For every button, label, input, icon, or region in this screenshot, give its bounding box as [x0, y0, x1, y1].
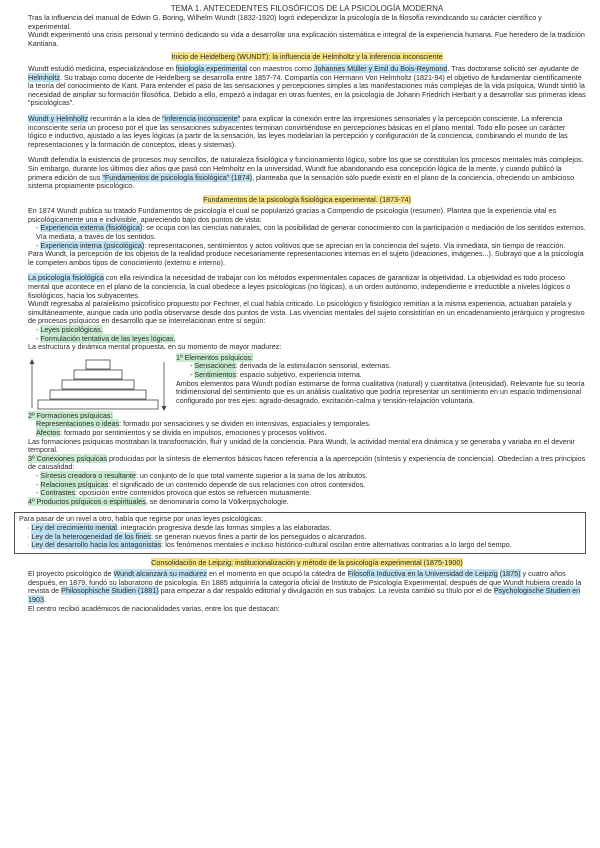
highlight-wundt-helmholtz: Wundt y Helmholtz: [28, 113, 89, 123]
list-item: - Sensaciones: derivada de la estimulación sensorial, externas.: [190, 361, 391, 371]
elementos-paragraph: Ambos elementos para Wundt podían estimarse de forma cualitativa (natural) y cuantitativa (intensidad). Relevante fue su teoría tridimensional del sentimiento que es un análisis cualitativo que podría representar un sentimiento en un espacio tridimensional configurado por tres ejes: agrado-desagrado, excitación-calma y tensión-relajación voluntaria.: [176, 378, 585, 405]
leipzig-paragraph-2: El centro recibió académicos de nacionalidades varias, entre los que destacan:: [28, 603, 280, 613]
fundamentos-paragraph-5: La estructura y dinámica mental propuesta, en su momento de mayor madurez:: [28, 342, 282, 352]
section-leipzig-title: Consolidación de Leipzig: institucionalización y método de la psicología experimental (1875-1900): [151, 557, 463, 567]
pyramid-level-1: [38, 400, 158, 409]
page-title: TEMA 1. ANTECEDENTES FILOSÓFICOS DE LA PSICOLOGÍA MODERNA: [170, 4, 444, 13]
laws-list: [28, 326, 586, 343]
section-fundamentos-heading: [28, 196, 586, 205]
section-heidelberg-title: Inicio de Heidelberg (WUNDT): la influencia de Helmholtz y la inferencia inconsciente: [171, 52, 443, 62]
structure-block: [28, 354, 586, 412]
conexiones-paragraph: 3º Conexiones psíquicas producidas por la síntesis de elementos básicos hacen referencia a la apercepción (síntesis y experiencia de conciencia). Obedecían a tres principios de causalidad:: [28, 453, 586, 472]
highlight-afectos: Afectos: [36, 427, 60, 437]
fundamentos-paragraph-1: En 1874 Wundt publica su tratado Fundamentos de psicología el cual se popularizó gracias a Compendio de psicología (resumen). Plantea que la experiencia vital es psicológicamente una e indivisible, apareciendo bajo dos puntos de vista:: [28, 206, 557, 224]
laws-box-intro: Para pasar de un nivel a otro, había que regirse por unas leyes psicológicas:: [19, 514, 264, 524]
list-item: - Leyes psicológicas.: [36, 325, 103, 334]
pyramid-level-2: [50, 390, 146, 399]
highlight-exp-externa: Experiencia externa (fisiológica): [40, 223, 143, 233]
section-fundamentos-title: Fundamentos de la psicología fisiológica experimental. (1873-74): [203, 194, 411, 204]
section-leipzig-heading: [28, 559, 586, 568]
highlight-sensaciones: Sensaciones: [194, 361, 236, 371]
heidelberg-paragraph-1: Wundt estudió medicina, especializándose en fisiología experimental con maestros como Johannes Müller y Emil du Bois-Reymond. Tras doctorarse solicitó ser ayudante de Helmholtz. Su trabajo como docente de Heidelberg se desarrolla entre 1857-74. Compartía con Hermann Von Helmholtz (1821-94) el objetivo de fundamentar científicamente la teoría del conocimiento de Kant. Para entender el paso de las sensaciones y percepciones simples a las manifestaciones más complejas de la vida psíquica, Wundt sintió la necesidad de ampliar su formación filosófica. Debido a ello, empezó a indagar en otras fuentes, en la psicología de Johann Friedrich Herbart y a desarrollar sus primeras ideas "psicológicas".: [28, 63, 586, 108]
heidelberg-paragraph-3: Wundt defendía la existencia de procesos muy sencillos, de naturaleza fisiológica y funcionamiento lógico, sobre los que se constituían los procesos mentales más complejos. Sin embargo, durante los últimos diez años que pasó con Helmholtz en la universidad, Wundt fue abandonando esa concepción lógica de la mente, y cuando publicó la primera edición de sus "Fundamentos de psicología fisiológica" (1874), planteaba que la sensación sólo puede existir en el plano de la conciencia, ofreciendo un ambicioso sistema propiamente psicológico.: [28, 155, 584, 191]
highlight-leyes-psicologicas: Leyes psicológicas.: [40, 325, 103, 334]
highlight-exp-interna: Experiencia interna (psicológica): [40, 240, 145, 250]
highlight-philosophische: Philosophische Studien (1881): [61, 586, 159, 596]
highlight-fundamentos: "Fundamentos de psicología fisiológica" (1874): [102, 172, 253, 182]
section-heidelberg-heading: [28, 53, 586, 62]
pyramid-diagram: [28, 354, 168, 412]
pyramid-level-5: [86, 360, 110, 369]
highlight-helmholtz: Helmholtz: [28, 72, 60, 82]
highlight-formaciones: 2º Formaciones psíquicas:: [28, 410, 113, 420]
experience-list: [28, 224, 586, 250]
highlight-representaciones: Representaciones o ideas: [36, 419, 120, 429]
highlight-relaciones: Relaciones psíquicas: [40, 479, 109, 489]
fundamentos-paragraph-2: Para Wundt, la percepción de los objetos de la realidad produce necesariamente representaciones internas en el sujeto (ideaciones, imágenes...). Subrayó que a la psicología le competen ambos tipos de conocimiento (externo e interno).: [28, 249, 584, 267]
leipzig-paragraph-1: El proyecto psicológico de Wundt alcanzará su madurez en el momento en que ocupó la cátedra de Filosofía Inductiva en la Universidad de Leipzig (1875) y cuatro años después, en 1879, fundó su laboratorio de psicología. En 1885 adquiriría la categoría oficial de Instituto de Psicología Experimental, después de que Wundt hubiera creado la revista de Philosophische Studien (1881) para empezar a dar respaldo editorial y divulgación en sus trabajos. La revista cambió su título por el de Psychologische Studien en 1903.: [28, 569, 582, 605]
list-item: · Ley del crecimiento mental: integración progresiva desde las formas simples a las elaboradas.: [27, 522, 332, 532]
highlight-productos: 4º Productos psíquicos o espirituales: [28, 496, 146, 506]
pyramid-level-3: [62, 380, 134, 389]
highlight-ley-heterogeneidad: Ley de la heterogeneidad de los fines: [31, 531, 151, 541]
list-item: Afectos: formado por sentimientos y se divida en impulsos, emociones y procesos volitivos.: [36, 427, 327, 437]
highlight-muller: Johannes Müller y Emil du Bois-Reymond: [313, 63, 448, 73]
highlight-madurez: Wundt alcanzará su madurez: [113, 569, 207, 579]
highlight-psicologia-fisiologica: La psicología fisiológica: [28, 273, 104, 283]
list-item: - Relaciones psíquicas: el significado de un contenido depende de sus relaciones con otros contenidos.: [36, 479, 366, 489]
pyramid-left-arrowhead: [30, 359, 35, 364]
list-item: Representaciones o ideas: formado por sensaciones y se dividen en intensivas, espaciales y temporales.: [36, 419, 371, 429]
highlight-elementos: 1º Elementos psíquicos:: [176, 352, 253, 362]
list-item: · Ley del desarrollo hacia los antagonistas: los fenómenos mentales e incluso histórico-cultural oscilan entre alternativas contrarias a lo largo del tiempo.: [27, 540, 512, 550]
highlight-inferencia: "inferencia inconsciente": [162, 113, 241, 123]
intro-paragraph-2: Wundt experimentó una crisis personal y terminó dedicando su vida a desarrollar una explicación sistemática e integral de la experiencia humana. Fue heredero de la tradición Kantiana.: [28, 30, 585, 48]
laws-box: [14, 512, 586, 553]
fundamentos-paragraph-4: Wundt regresaba al paralelismo psicofísico propuesto por Fechner, el cual había criticado. Lo psicológico y fisiológico remitían a la misma experiencia, actuaban paralela y simultáneamente, aunque cada uno podía observarse desde dos puntos de vista. Las vivencias mentales del sujeto consistirían en un encadenamiento jerárquico y progresivo de procesos psíquicos en desarrollo que se interrelacionan entre sí según:: [28, 299, 585, 326]
highlight-fisiologia: fisiología experimental: [175, 63, 248, 73]
formaciones-paragraph: Las formaciones psíquicas mostraban la transformación, fluir y unidad de la conciencia. Para Wundt, la actividad mental era dinámica y se generaba y variaba en el devenir temporal.: [28, 436, 575, 455]
highlight-contrastes: Contrastes: [40, 488, 76, 498]
highlight-psychologische: Psychologische Studien en 1903: [28, 586, 581, 605]
list-item: · Ley de la heterogeneidad de los fines: se generan nuevos fines a partir de los perseguidos o alcanzados.: [27, 531, 367, 541]
list-item: - Experiencia externa (fisiológica): se ocupa con las ciencias naturales, con la posibilidad de generar conocimiento con la participación o mediación de los sentidos externos. Vía mediata, a través de los sentidos.: [36, 223, 586, 242]
structure-text: [168, 354, 586, 412]
list-item: - Síntesis creadora o resultante: un conjunto de lo que total vamente superior a la suma de los atributos.: [36, 470, 368, 480]
list-item: - Experiencia interna (psicológica): representaciones, sentimientos y actos volitivos que se aprecian en la conciencia del sujeto. Vía inmediata, sin tiempo de reacción.: [36, 240, 566, 250]
highlight-formulacion: Formulación tentativa de las leyes lógicas.: [40, 333, 176, 343]
list-item: - Contrastes: oposición entre contenidos provoca que estos se refuercen mutuamente.: [36, 488, 312, 498]
highlight-conexiones: 3º Conexiones psíquicas: [28, 453, 107, 463]
fundamentos-paragraph-3: La psicología fisiológica con ella reivindica la necesidad de trabajar con los métodos experimentales capaces de garantizar la objetividad. La objetividad es todo proceso mental que acontece en el plano de la conciencia, la cual obedece a leyes psicológicas (no lógicas), a un orden autónomo, independiente e irreductible a niveles lógicos o fisiológicos, hacia los subyacentes.: [28, 273, 571, 300]
highlight-ley-crecimiento: Ley del crecimiento mental: [31, 522, 117, 532]
list-item: - Sentimientos: espacio subjetivo, experiencia interna.: [190, 369, 362, 379]
highlight-catedra: Filosofía Inductiva en la Universidad de Leipzig: [347, 569, 498, 579]
highlight-sintesis: Síntesis creadora o resultante: [40, 470, 136, 480]
productos-paragraph: 4º Productos psíquicos o espirituales, se denominaría como la Völkerpsychologie.: [28, 496, 289, 506]
highlight-ley-antagonistas: Ley del desarrollo hacia los antagonistas: [31, 540, 162, 550]
highlight-1875: (1875): [499, 569, 521, 579]
heidelberg-paragraph-2: Wundt y Helmholtz recurrirán a la idea de "inferencia inconsciente" para explicar la conexión entre las impresiones sensoriales y la percepción consciente. La inferencia inconsciente sería un proceso por el que las sensaciones subyacentes terminan convirtiéndose en percepciones básicas en el plano mental. Todo ello posee un carácter lógico e inductivo, ajustado a las leyes lógicas (a partir de la sensación, las leyes modelarían la percepción y configuración de la conciencia, combinando el mundo de las representaciones y la formación de conceptos, ideas y sistemas).: [28, 113, 568, 149]
intro-paragraph-1: Tras la influencia del manual de Edwin G. Boring, Wilhelm Wundt (1832-1920) logró independizar la psicología de la filosofía reivindicando su carácter científico y experimental.: [28, 13, 542, 31]
pyramid-right-arrowhead: [162, 406, 167, 411]
list-item: - Formulación tentativa de las leyes lógicas.: [36, 333, 176, 343]
pyramid-level-4: [74, 370, 122, 379]
highlight-sentimientos: Sentimientos: [194, 369, 236, 379]
